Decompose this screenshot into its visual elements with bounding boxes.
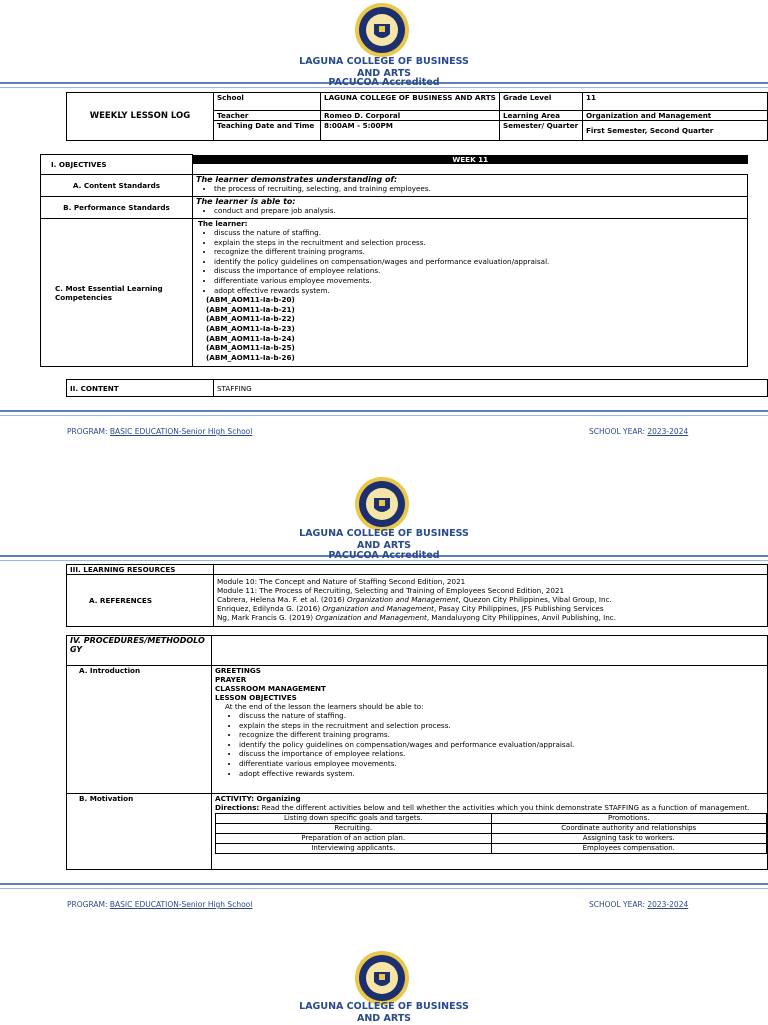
teaching-date-value: 8:00AM - 5:00PM <box>321 121 500 141</box>
college-seal-logo <box>354 950 410 1006</box>
week-cell <box>193 155 748 175</box>
activity-cell: Interviewing applicants. <box>216 844 492 854</box>
content-value: STAFFING <box>214 380 768 397</box>
intro-line: LESSON OBJECTIVES <box>215 693 297 702</box>
melc-code: (ABM_AOM11-Ia-b-20) <box>206 295 295 305</box>
reference-entry: Enriquez, Edilynda G. (2016) Organization and Management, Pasay City Philippines, JFS Publishing Services <box>217 604 604 613</box>
melc-lead: The learner: <box>198 219 248 228</box>
footer-divider-thin <box>0 415 768 416</box>
melc-code: (ABM_AOM11-Ia-b-25) <box>206 343 295 353</box>
intro-item: • discuss the importance of employee relations. <box>239 749 764 759</box>
procedures-heading: IV. PROCEDURES/METHODOLOGY <box>67 636 212 666</box>
activity-cell: Assigning task to workers. <box>491 834 767 844</box>
learning-area-value: Organization and Management <box>583 111 768 121</box>
footer-divider <box>0 410 768 412</box>
melc-item: • differentiate various employee movements. <box>214 276 744 286</box>
intro-item: • adopt effective rewards system. <box>239 769 764 779</box>
teaching-date-label: Teaching Date and Time <box>214 121 321 141</box>
performance-standards-label: B. Performance Standards <box>41 197 193 219</box>
teacher-label: Teacher <box>214 111 321 121</box>
page-1 <box>0 0 768 440</box>
performance-standards-lead: The learner is able to: <box>196 197 296 206</box>
school-year-link[interactable]: 2023-2024 <box>647 427 689 436</box>
motivation-label: B. Motivation <box>67 794 212 870</box>
content-table <box>66 379 768 397</box>
melc-item: • identify the policy guidelines on compensation/wages and performance evaluation/appraisal. <box>214 257 744 267</box>
learning-resources-table <box>66 564 768 627</box>
semester-value: First Semester, Second Quarter <box>583 121 768 141</box>
content-label: II. CONTENT <box>67 380 214 397</box>
objectives-table <box>40 154 748 367</box>
footer-divider <box>0 883 768 885</box>
reference-entry: Module 10: The Concept and Nature of Staffing Second Edition, 2021 <box>217 577 466 586</box>
melc-cell <box>193 219 748 367</box>
activity-cell: Listing down specific goals and targets. <box>216 814 492 824</box>
melc-item: • discuss the importance of employee relations. <box>214 266 744 276</box>
activity-title: ACTIVITY: Organizing <box>215 794 301 803</box>
melc-item: • explain the steps in the recruitment and selection process. <box>214 238 744 248</box>
melc-item: • recognize the different training programs. <box>214 247 744 257</box>
references-label: A. REFERENCES <box>67 575 214 627</box>
intro-line: GREETINGS <box>215 666 261 675</box>
accreditation-text: PACUCOA Accredited <box>328 77 440 88</box>
intro-item: • explain the steps in the recruitment and selection process. <box>239 721 764 731</box>
activity-cell: Coordinate authority and relationships <box>491 824 767 834</box>
semester-label: Semester/ Quarter <box>500 121 583 141</box>
content-standards-label: A. Content Standards <box>41 175 193 197</box>
school-year-footer: SCHOOL YEAR: 2023-2024 <box>589 427 689 436</box>
grade-level-value: 11 <box>583 93 768 111</box>
activity-cell: Employees compensation. <box>491 844 767 854</box>
learning-resources-blank <box>214 565 768 575</box>
activity-cell: Promotions. <box>491 814 767 824</box>
content-standards-item: • the process of recruiting, selecting, and training employees. <box>214 184 744 194</box>
college-name: LAGUNA COLLEGE OF BUSINESS AND ARTS <box>299 1001 469 1024</box>
reference-entry: Module 11: The Process of Recruiting, Selecting and Training of Employees Second Edition, 2021 <box>217 586 565 595</box>
program-footer: PROGRAM: BASIC EDUCATION-Senior High School <box>67 427 253 436</box>
accreditation-text: PACUCOA Accredited <box>328 550 440 561</box>
college-seal-logo <box>354 2 410 58</box>
school-value: LAGUNA COLLEGE OF BUSINESS AND ARTS <box>321 93 500 111</box>
references-cell <box>214 575 768 627</box>
program-link[interactable]: BASIC EDUCATION-Senior High School <box>109 427 253 436</box>
learning-area-label: Learning Area <box>500 111 583 121</box>
directions-text: Directions: Read the different activities below and tell whether the activities which you think demonstrate STAFFING as a function of management. <box>215 803 750 812</box>
objectives-heading: I. OBJECTIVES <box>41 155 193 175</box>
procedures-blank <box>212 636 768 666</box>
introduction-label: A. Introduction <box>67 666 212 794</box>
college-name: LAGUNA COLLEGE OF BUSINESS AND ARTS <box>299 56 469 79</box>
grade-level-label: Grade Level <box>500 93 583 111</box>
reference-entry: Cabrera, Helena Ma. F. et al. (2016) Organization and Management, Quezon City Philippines, Vibal Group, Inc. <box>217 595 612 604</box>
activity-cell: Recruiting. <box>216 824 492 834</box>
performance-standards-cell <box>193 197 748 219</box>
intro-line: CLASSROOM MANAGEMENT <box>215 684 326 693</box>
melc-item: • discuss the nature of staffing. <box>214 228 744 238</box>
lesson-log-header-table <box>66 92 768 141</box>
content-standards-lead: The learner demonstrates understanding of: <box>196 175 398 184</box>
teacher-value: Romeo D. Corporal <box>321 111 500 121</box>
program-footer: PROGRAM: BASIC EDUCATION-Senior High School <box>67 900 253 909</box>
introduction-cell <box>212 666 768 794</box>
weekly-lesson-log-title: WEEKLY LESSON LOG <box>67 93 214 141</box>
content-standards-cell <box>193 175 748 197</box>
college-name: LAGUNA COLLEGE OF BUSINESS AND ARTS <box>299 528 469 551</box>
intro-item: • differentiate various employee movements. <box>239 759 764 769</box>
intro-item: • identify the policy guidelines on compensation/wages and performance evaluation/appraisal. <box>239 740 764 750</box>
school-year-footer: SCHOOL YEAR: 2023-2024 <box>589 900 689 909</box>
school-year-link[interactable]: 2023-2024 <box>647 900 689 909</box>
activities-table <box>215 813 767 854</box>
header-divider-thin <box>0 560 768 561</box>
melc-item: • adopt effective rewards system. <box>214 286 744 296</box>
intro-item: • discuss the nature of staffing. <box>239 711 764 721</box>
learning-resources-heading: III. LEARNING RESOURCES <box>67 565 214 575</box>
program-link[interactable]: BASIC EDUCATION-Senior High School <box>109 900 253 909</box>
motivation-cell <box>212 794 768 870</box>
reference-entry: Ng, Mark Francis G. (2019) Organization and Management, Mandaluyong City Philippines, Anvil Publishing, Inc. <box>217 613 617 622</box>
melc-code: (ABM_AOM11-Ia-b-24) <box>206 333 295 343</box>
footer-divider-thin <box>0 888 768 889</box>
intro-item: • recognize the different training programs. <box>239 730 764 740</box>
melc-code: (ABM_AOM11-Ia-b-21) <box>206 304 295 314</box>
procedures-table <box>66 635 768 870</box>
school-label: School <box>214 93 321 111</box>
college-seal-logo <box>354 476 410 532</box>
intro-lead: At the end of the lesson the learners should be able to: <box>225 702 424 711</box>
week-label: WEEK 11 <box>193 155 748 164</box>
melc-code: (ABM_AOM11-Ia-b-23) <box>206 323 295 333</box>
header-divider-thin <box>0 87 768 88</box>
melc-code: (ABM_AOM11-Ia-b-22) <box>206 314 295 324</box>
activity-cell: Preparation of an action plan. <box>216 834 492 844</box>
intro-line: PRAYER <box>215 675 247 684</box>
melc-label: C. Most Essential Learning Competencies <box>41 219 193 367</box>
performance-standards-item: • conduct and prepare job analysis. <box>214 206 744 216</box>
melc-code: (ABM_AOM11-Ia-b-26) <box>206 352 295 362</box>
